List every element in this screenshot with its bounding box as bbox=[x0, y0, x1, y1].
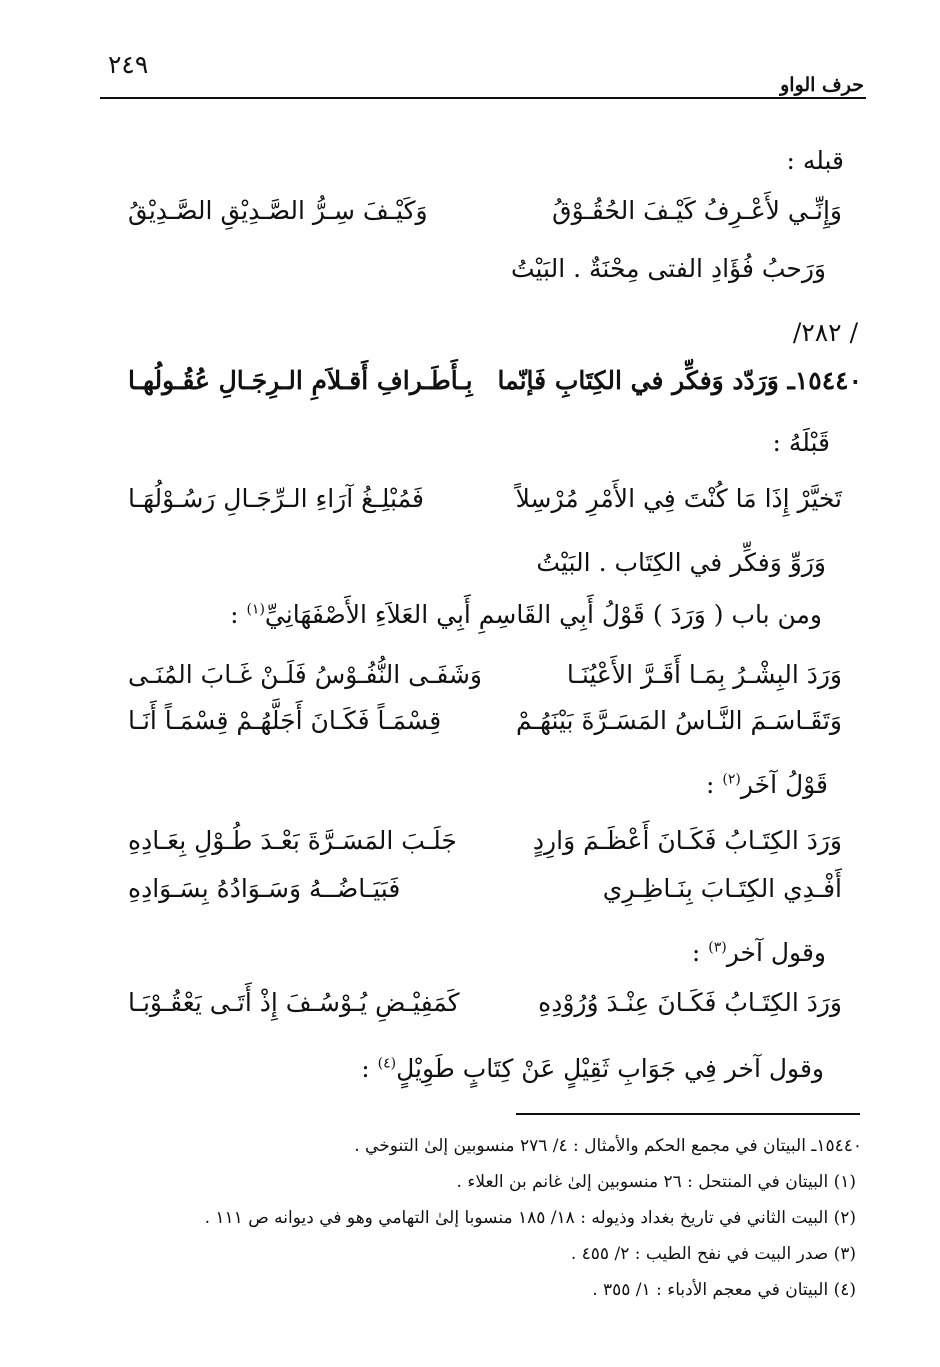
verse-line bbox=[128, 660, 842, 700]
verse-second-hemistich: جَلَـبَ المَسَـرَّةَ بَعْـدَ طُـوْلِ بِعَـادِهِ bbox=[128, 826, 457, 855]
verse-second-hemistich: بِـأَطَـرافِ أَقـلاَمِ الـرِجَـالِ عُقُـولُهـا bbox=[128, 366, 473, 395]
footnote: (١) البيتان في المنتحل : ٢٦ منسوبين إلىٰ غانم بن العلاء . bbox=[456, 1172, 856, 1192]
colon: : bbox=[361, 1054, 378, 1083]
section-intro-text: ومن باب ( وَرَدَ ) قَوْلُ أَبِي القَاسِمِ أَبِي العَلاَءِ الأَصْفَهَانِيِّ bbox=[264, 600, 822, 629]
colon: : bbox=[691, 938, 709, 967]
prose-line: وَرَوِّ وَفكِّر في الكِتَاب . البَيْتُ bbox=[536, 548, 826, 577]
verse-first-hemistich: وَتَقَـاسَـمَ النَّـاسُ المَسَـرَّةَ بَيْنَهُـمْ bbox=[515, 706, 842, 735]
footnote-ref: (١) bbox=[246, 601, 265, 618]
footnote-ref: (٣) bbox=[708, 939, 727, 956]
manuscript-folio-marker: / ٢٨٢/ bbox=[792, 318, 858, 347]
verse-line bbox=[128, 988, 842, 1028]
verse-second-hemistich: قِسْمَـاً فَكَـانَ أَجَلَّهُـمْ قِسْمَـاً أَنَـا bbox=[128, 706, 442, 735]
verse-line-numbered bbox=[128, 366, 862, 406]
verse-line bbox=[128, 196, 842, 236]
intro-line: قبله : bbox=[786, 146, 844, 175]
chapter-title: حرف الواو bbox=[780, 74, 864, 96]
footnote-ref: (٤) bbox=[377, 1055, 397, 1072]
verse-second-hemistich: وَشَفَـى النُّفُـوْسُ فَلَـنْ غَـابَ المُنَـى bbox=[128, 660, 482, 689]
verse-second-hemistich: فَمُبْلِـغُ آرَاءِ الـرِّجَـالِ رَسُـوْلُهَـا bbox=[128, 484, 424, 513]
footnote: ١٥٤٤٠ـ البيتان في مجمع الحكم والأمثال : ٤/ ٢٧٦ منسوبين إلىٰ التنوخي . bbox=[354, 1136, 862, 1156]
footnote: (٤) البيتان في معجم الأدباء : ١/ ٣٥٥ . bbox=[592, 1280, 856, 1300]
colon: : bbox=[230, 600, 247, 629]
section-intro bbox=[692, 938, 826, 967]
intro-line: قَبْلَهُ : bbox=[772, 428, 830, 457]
section-intro-text: قَوْلُ آخَر bbox=[740, 770, 828, 799]
verse-first-hemistich: ١٥٤٤٠ـ وَرَدّد وَفكِّر في الكِتَابِ فَإنّما bbox=[497, 366, 862, 395]
prose-line: وَرَحبُ فُؤَادِ الفتى مِحْنَةٌ . البَيْتُ bbox=[510, 254, 826, 283]
footnote-separator bbox=[516, 1113, 860, 1115]
verse-second-hemistich: فَبَيَـاضُــهُ وَسَـوَادُهُ بِسَـوَادِهِ bbox=[128, 874, 401, 903]
verse-first-hemistich: تَخيَّرْ إِذَا مَا كُنْتَ فِي الأَمْرِ مُرْسِلاً bbox=[515, 484, 842, 513]
footnote-ref: (٢) bbox=[722, 771, 741, 788]
footnote: (٣) صدر البيت في نفح الطيب : ٢/ ٤٥٥ . bbox=[570, 1244, 856, 1264]
section-intro-text: وقول آخر bbox=[726, 938, 826, 967]
verse-first-hemistich: وَرَدَ البِشْـرُ بِمَـا أَقَـرَّ الأَعْيُنَـا bbox=[566, 660, 842, 689]
colon: : bbox=[705, 770, 723, 799]
verse-line bbox=[128, 874, 842, 914]
verse-first-hemistich: وَرَدَ الكِتَـابُ فَكَـانَ عِنْـدَ وُرُوْدِهِ bbox=[538, 988, 842, 1017]
verse-line bbox=[128, 484, 842, 524]
verse-line bbox=[128, 826, 842, 866]
footnote: (٢) البيت الثاني في تاريخ بغداد وذيوله : ١٨/ ١٨٥ منسوبا إلىٰ التهامي وهو في ديوانه ص ١١١ . bbox=[204, 1208, 856, 1228]
verse-second-hemistich: وَكَيْـفَ سِـرُّ الصَّـدِيْقِ الصَّـدِيْقُ bbox=[128, 196, 428, 225]
section-intro bbox=[230, 600, 822, 629]
page-number: ٢٤٩ bbox=[108, 50, 149, 79]
verse-first-hemistich: أَفْـدِي الكِتَـابَ بِنَـاظِـرِي bbox=[602, 874, 842, 903]
verse-first-hemistich: وَرَدَ الكِتَـابُ فَكَـانَ أَعْظَـمَ وَارِدٍ bbox=[532, 826, 842, 855]
header-rule bbox=[100, 97, 866, 99]
verse-line bbox=[128, 706, 842, 746]
verse-first-hemistich: وَإِنِّـي لأَعْـرِفُ كَيْـفَ الحُقُـوْقُ bbox=[552, 196, 842, 225]
section-intro-text: وقول آخر فِي جَوَابِ ثَقِيْلٍ عَنْ كِتَابٍ طَوِيْلٍ bbox=[396, 1054, 824, 1083]
verse-second-hemistich: كَمَفِيْـضِ يُـوْسُـفَ إِذْ أَتَـى يَعْقُـوْبَـا bbox=[128, 988, 460, 1017]
section-intro bbox=[361, 1054, 824, 1083]
section-intro bbox=[706, 770, 828, 799]
